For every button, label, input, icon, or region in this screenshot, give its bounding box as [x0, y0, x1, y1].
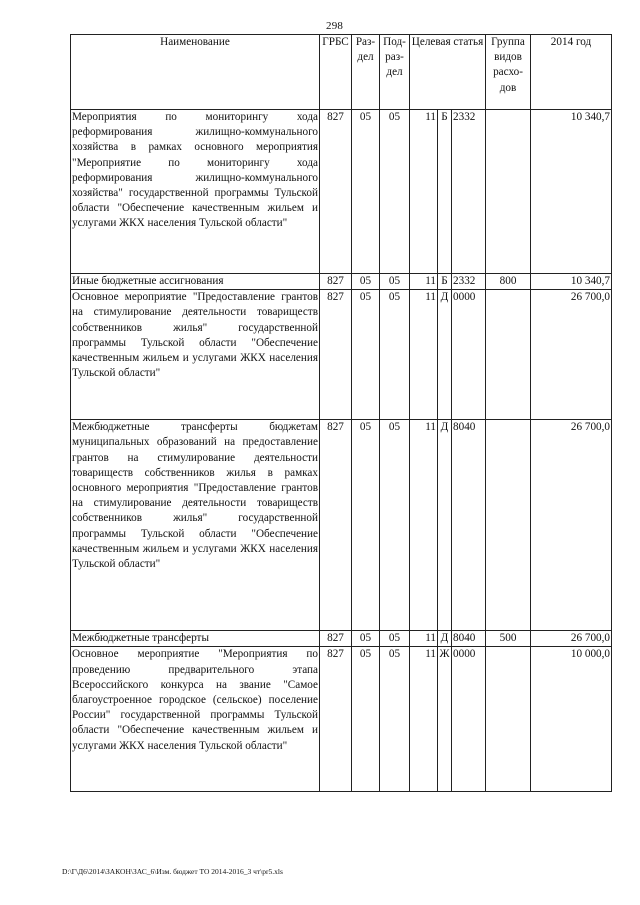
file-path-footer: D:\Г\Д6\2014\ЗАКОН\ЗАС_6\Изм. бюджет ТО 2014-2016_3 чт\pr5.xls: [62, 867, 283, 876]
row-podrazdel: 05: [380, 290, 410, 420]
row-name: Межбюджетные трансферты: [71, 631, 320, 647]
row-razdel: 05: [352, 420, 380, 631]
row-article-program: 11: [410, 110, 438, 274]
row-name: Межбюджетные трансферты бюджетам муниципальных образований на предоставление грантов на стимулирование деятельности товариществ собственников жилья в рамках основного мероприятия "Предоставление грантов на стимулирование деятельности товариществ собственников жилья" государственной программы Тульской области "Обеспечение качественным жильем и услугами ЖКХ населения Тульской области": [71, 420, 320, 631]
row-article-program: 11: [410, 420, 438, 631]
row-article-code: 0000: [452, 647, 486, 792]
row-article-code: 2332: [452, 274, 486, 290]
row-article-program: 11: [410, 274, 438, 290]
header-razdel: Раз-дел: [352, 35, 380, 110]
header-target-article: Целевая статья: [410, 35, 486, 110]
row-article-program: 11: [410, 631, 438, 647]
row-grbs: 827: [320, 647, 352, 792]
row-name: Иные бюджетные ассигнования: [71, 274, 320, 290]
row-article-event: Б: [438, 274, 452, 290]
table-header-row: [71, 35, 612, 110]
row-article-event: Д: [438, 290, 452, 420]
row-name: Основное мероприятие "Мероприятия по проведению предварительного этапа Всероссийского конкурса на звание "Самое благоустроенное городское (сельское) поселение России" государственной программы Тульской области "Обеспечение качественным жильем и услугами ЖКХ населения Тульской области": [71, 647, 320, 792]
row-grbs: 827: [320, 274, 352, 290]
row-amount: 10 340,7: [531, 110, 612, 274]
row-grbs: 827: [320, 110, 352, 274]
row-amount: 26 700,0: [531, 631, 612, 647]
header-expense-group: Группа видов расхо-дов: [486, 35, 531, 110]
page-number: 298: [326, 20, 344, 32]
row-article-event: Д: [438, 631, 452, 647]
row-amount: 26 700,0: [531, 420, 612, 631]
row-razdel: 05: [352, 290, 380, 420]
row-name: Мероприятия по мониторингу хода реформирования жилищно-коммунального хозяйства в рамках основного мероприятия "Мероприятие по мониторингу хода реформирования жилищно-коммунального хозяйства" государственной программы Тульской области "Обеспечение качественным жильем и услугами ЖКХ населения Тульской области": [71, 110, 320, 274]
row-grbs: 827: [320, 420, 352, 631]
row-razdel: 05: [352, 631, 380, 647]
row-podrazdel: 05: [380, 420, 410, 631]
row-amount: 10 340,7: [531, 274, 612, 290]
row-article-program: 11: [410, 647, 438, 792]
row-amount: 10 000,0: [531, 647, 612, 792]
row-expense-group: 500: [486, 631, 531, 647]
row-article-code: 8040: [452, 420, 486, 631]
row-article-event: Д: [438, 420, 452, 631]
row-article-program: 11: [410, 290, 438, 420]
row-amount: 26 700,0: [531, 290, 612, 420]
row-article-event: Ж: [438, 647, 452, 792]
row-article-event: Б: [438, 110, 452, 274]
header-year-2014: 2014 год: [531, 35, 612, 110]
header-name: Наименование: [71, 35, 320, 110]
row-name: Основное мероприятие "Предоставление грантов на стимулирование деятельности товариществ собственников жилья" государственной программы Тульской области "Обеспечение качественным жильем и услугами ЖКХ населения Тульской области": [71, 290, 320, 420]
table-row: [71, 631, 612, 647]
row-expense-group: [486, 647, 531, 792]
row-grbs: 827: [320, 290, 352, 420]
row-razdel: 05: [352, 110, 380, 274]
row-razdel: 05: [352, 647, 380, 792]
row-expense-group: [486, 420, 531, 631]
row-expense-group: 800: [486, 274, 531, 290]
row-podrazdel: 05: [380, 647, 410, 792]
table-row: [71, 110, 612, 274]
table-row: [71, 647, 612, 792]
table-row: [71, 274, 612, 290]
row-podrazdel: 05: [380, 110, 410, 274]
row-expense-group: [486, 290, 531, 420]
row-podrazdel: 05: [380, 631, 410, 647]
table-row: [71, 290, 612, 420]
row-expense-group: [486, 110, 531, 274]
header-grbs: ГРБС: [320, 35, 352, 110]
row-article-code: 8040: [452, 631, 486, 647]
table-row: [71, 420, 612, 631]
row-razdel: 05: [352, 274, 380, 290]
row-article-code: 0000: [452, 290, 486, 420]
row-podrazdel: 05: [380, 274, 410, 290]
budget-table-container: [70, 34, 612, 792]
row-grbs: 827: [320, 631, 352, 647]
header-podrazdel: Под-раз-дел: [380, 35, 410, 110]
budget-table: [70, 34, 612, 792]
row-article-code: 2332: [452, 110, 486, 274]
